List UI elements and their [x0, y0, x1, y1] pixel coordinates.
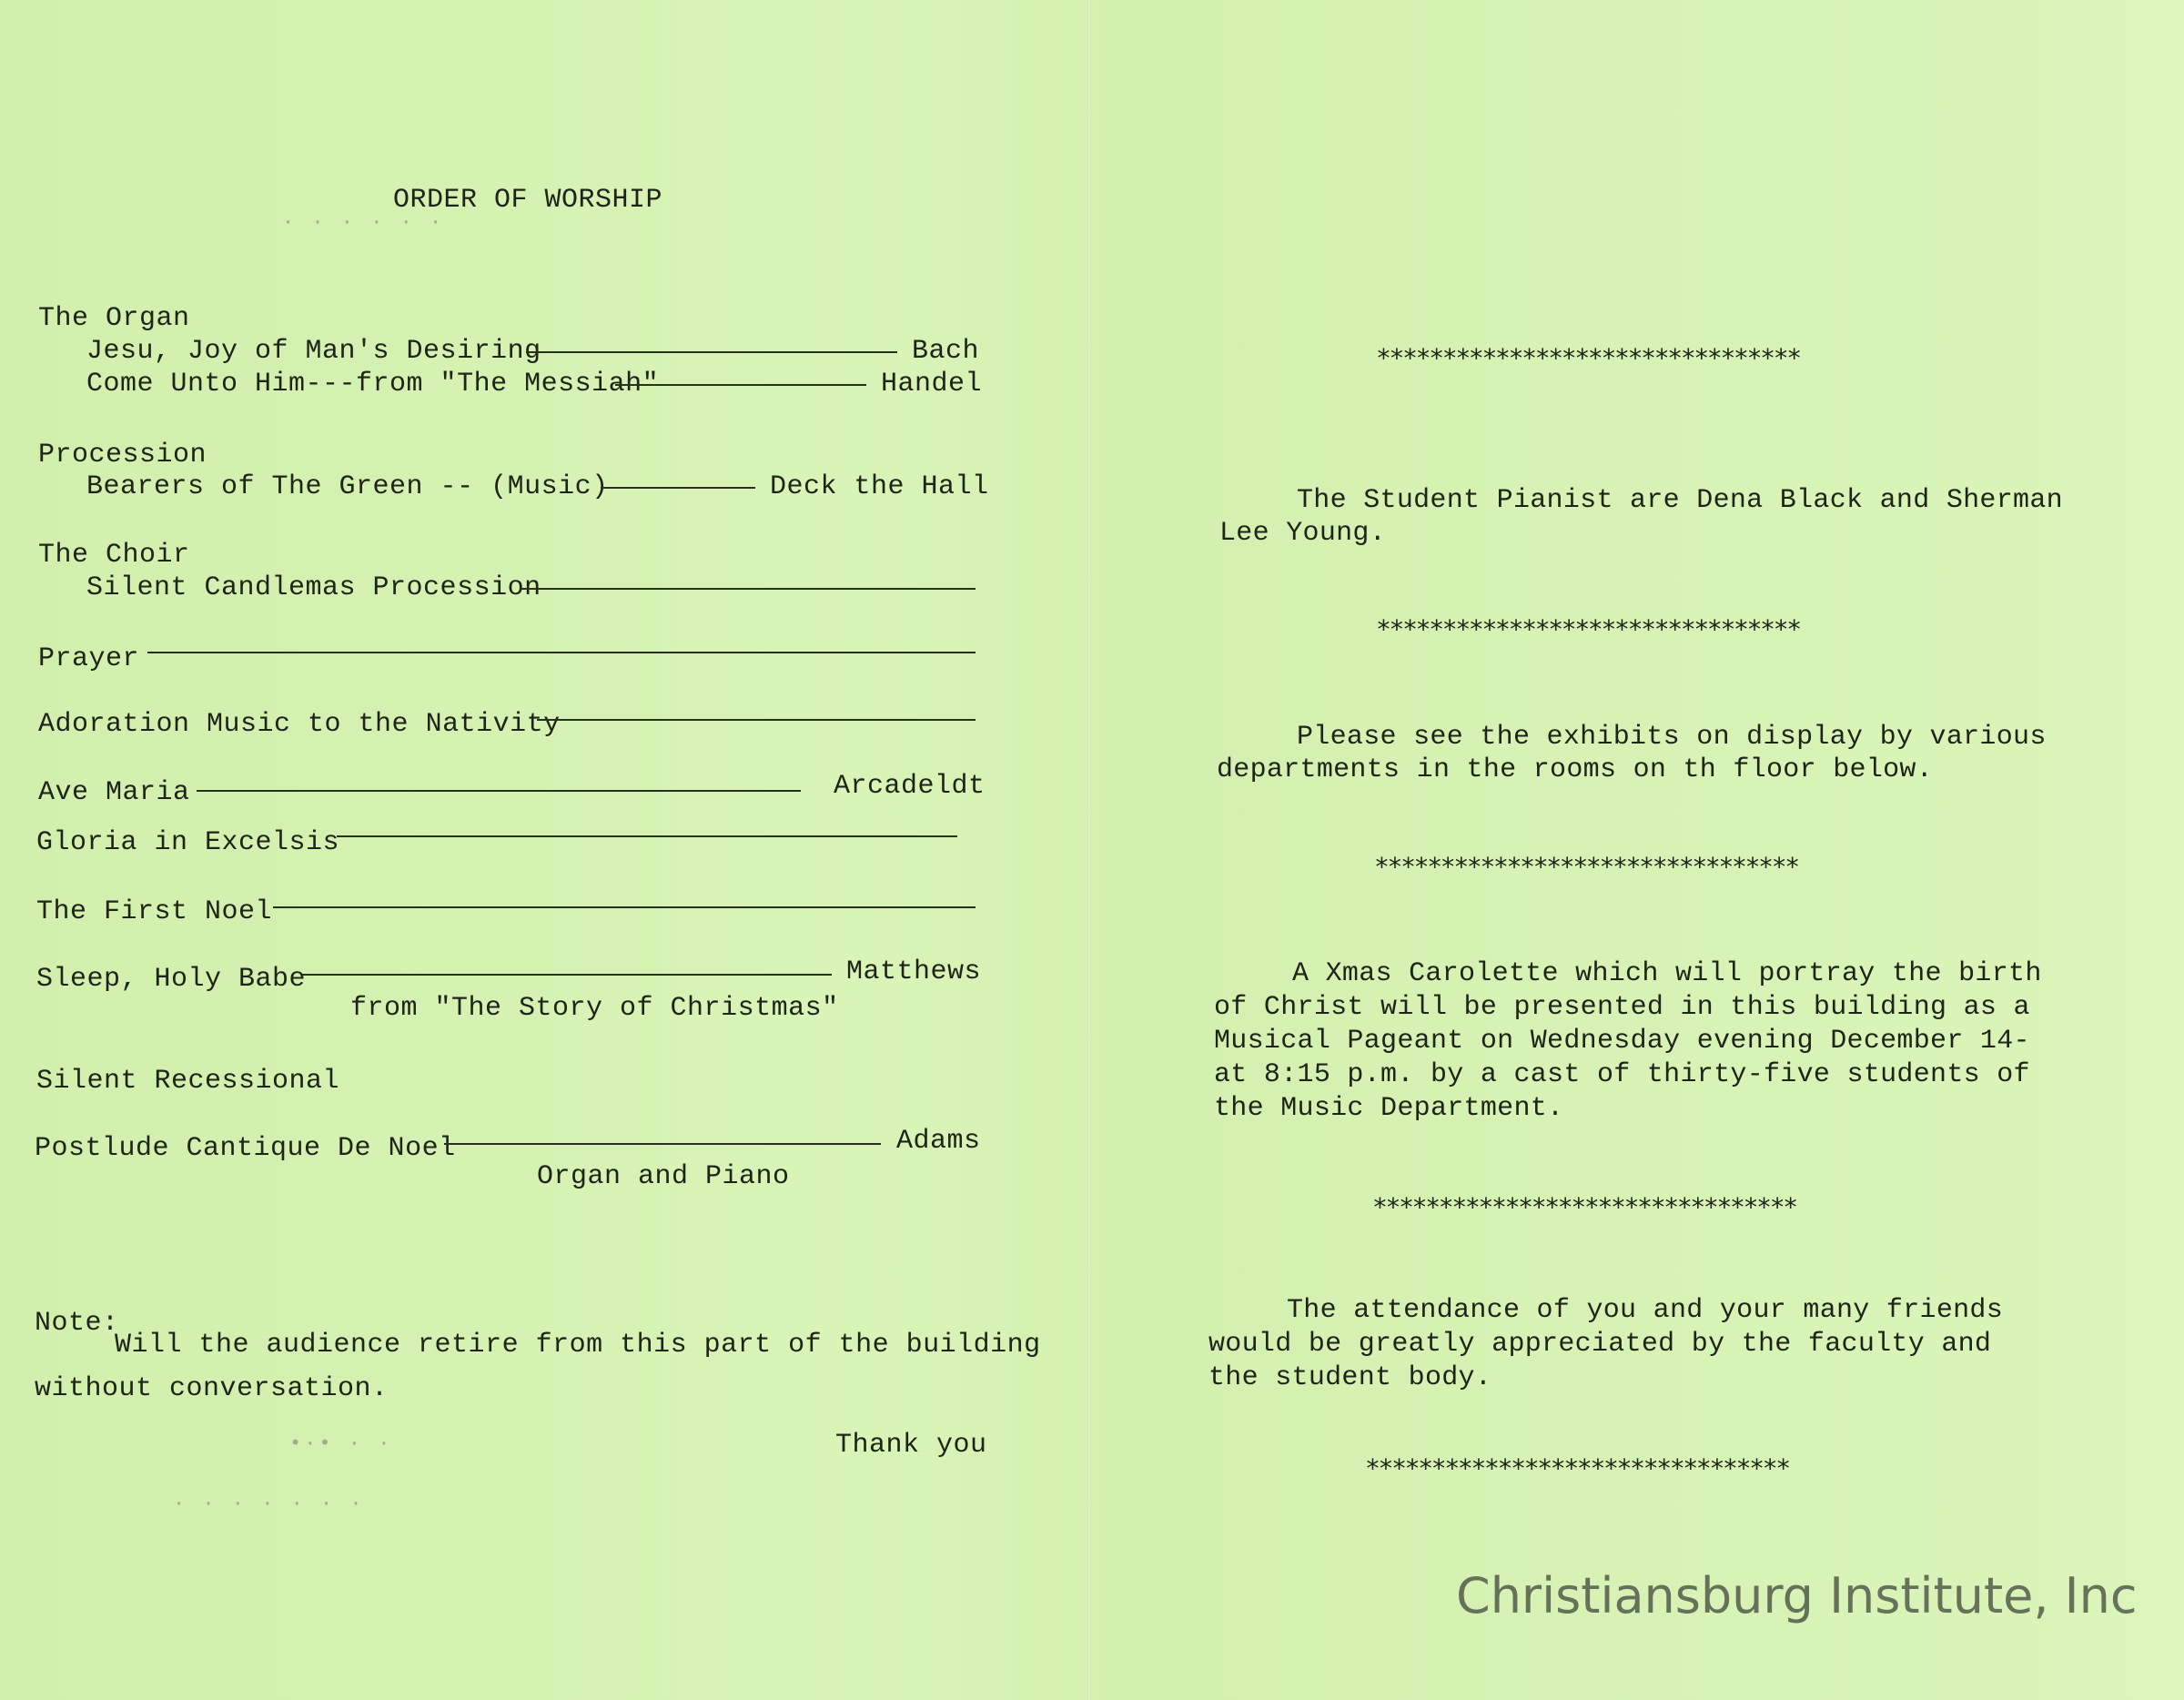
prayer-label: Prayer: [38, 643, 140, 674]
organ-heading: The Organ: [38, 303, 190, 334]
procession-item-right: Deck the Hall: [770, 471, 989, 502]
leader-line: [337, 835, 957, 837]
smudge-mark: · · · · · · ·: [173, 1493, 365, 1515]
leader-line: [615, 384, 866, 386]
postlude-label: Postlude Cantique De Noel: [35, 1133, 456, 1164]
adoration-label: Adoration Music to the Nativity: [38, 709, 561, 740]
organ-item-2-composer: Handel: [881, 369, 983, 400]
exhibits-line-2: departments in the rooms on th floor below.: [1217, 754, 1934, 785]
first-noel-label: The First Noel: [36, 896, 273, 927]
procession-item: Bearers of The Green -- (Music): [86, 471, 609, 502]
smudge-mark: •·• · ·: [289, 1432, 393, 1455]
postlude-composer: Adams: [896, 1126, 981, 1157]
pianist-line-1: The Student Pianist are Dena Black and Sherman: [1297, 485, 2063, 516]
attendance-line-3: the student body.: [1208, 1362, 1492, 1393]
note-heading: Note:: [35, 1308, 119, 1339]
page-title: ORDER OF WORSHIP: [393, 185, 663, 216]
attendance-line-1: The attendance of you and your many friends: [1287, 1295, 2004, 1326]
organ-item-2: Come Unto Him---from "The Messiah": [86, 369, 660, 400]
leader-line: [601, 487, 755, 489]
watermark: Christiansburg Institute, Inc: [1456, 1567, 2138, 1624]
pianist-line-2: Lee Young.: [1219, 518, 1387, 549]
star-divider-4: ********************************: [1372, 1192, 1796, 1222]
leader-line: [197, 790, 801, 792]
carolette-line-3: Musical Pageant on Wednesday evening December 14-: [1214, 1026, 2030, 1057]
leader-line: [444, 1143, 881, 1145]
star-divider-5: ********************************: [1365, 1453, 1789, 1483]
smudge-mark: · · · · · ·: [282, 211, 445, 234]
center-fold: [1087, 0, 1091, 1700]
leader-line: [537, 719, 976, 721]
choir-item: Silent Candlemas Procession: [86, 572, 541, 603]
leader-line: [521, 588, 976, 590]
star-divider-1: ********************************: [1376, 343, 1800, 373]
organ-item-1: Jesu, Joy of Man's Desiring: [86, 336, 541, 367]
choir-heading: The Choir: [38, 540, 190, 571]
ave-maria-label: Ave Maria: [38, 777, 190, 808]
leader-line: [302, 974, 832, 976]
attendance-line-2: would be greatly appreciated by the faculty and: [1208, 1329, 1992, 1360]
note-line-1: Will the audience retire from this part of the building: [115, 1330, 1041, 1361]
ave-maria-composer: Arcadeldt: [834, 771, 986, 802]
sleep-holy-babe-label: Sleep, Holy Babe: [36, 964, 307, 995]
leader-line: [273, 906, 976, 908]
carolette-line-2: of Christ will be presented in this building as a: [1214, 992, 2030, 1023]
gloria-label: Gloria in Excelsis: [36, 827, 340, 858]
sleep-holy-babe-source: from "The Story of Christmas": [350, 993, 839, 1024]
recessional-label: Silent Recessional: [36, 1066, 340, 1097]
carolette-line-5: the Music Department.: [1214, 1093, 1564, 1124]
carolette-line-4: at 8:15 p.m. by a cast of thirty-five students of: [1214, 1059, 2030, 1090]
sleep-holy-babe-composer: Matthews: [846, 956, 982, 987]
exhibits-line-1: Please see the exhibits on display by various: [1297, 722, 2047, 753]
organ-item-1-composer: Bach: [912, 336, 980, 367]
star-divider-2: ********************************: [1376, 614, 1800, 644]
note-line-2: without conversation.: [35, 1373, 389, 1404]
thank-you: Thank you: [835, 1430, 987, 1461]
leader-line: [526, 351, 897, 353]
postlude-note: Organ and Piano: [537, 1161, 790, 1192]
star-divider-3: ********************************: [1374, 852, 1798, 882]
leader-line: [147, 652, 976, 653]
procession-heading: Procession: [38, 440, 207, 471]
carolette-line-1: A Xmas Carolette which will portray the birth: [1292, 958, 2042, 989]
